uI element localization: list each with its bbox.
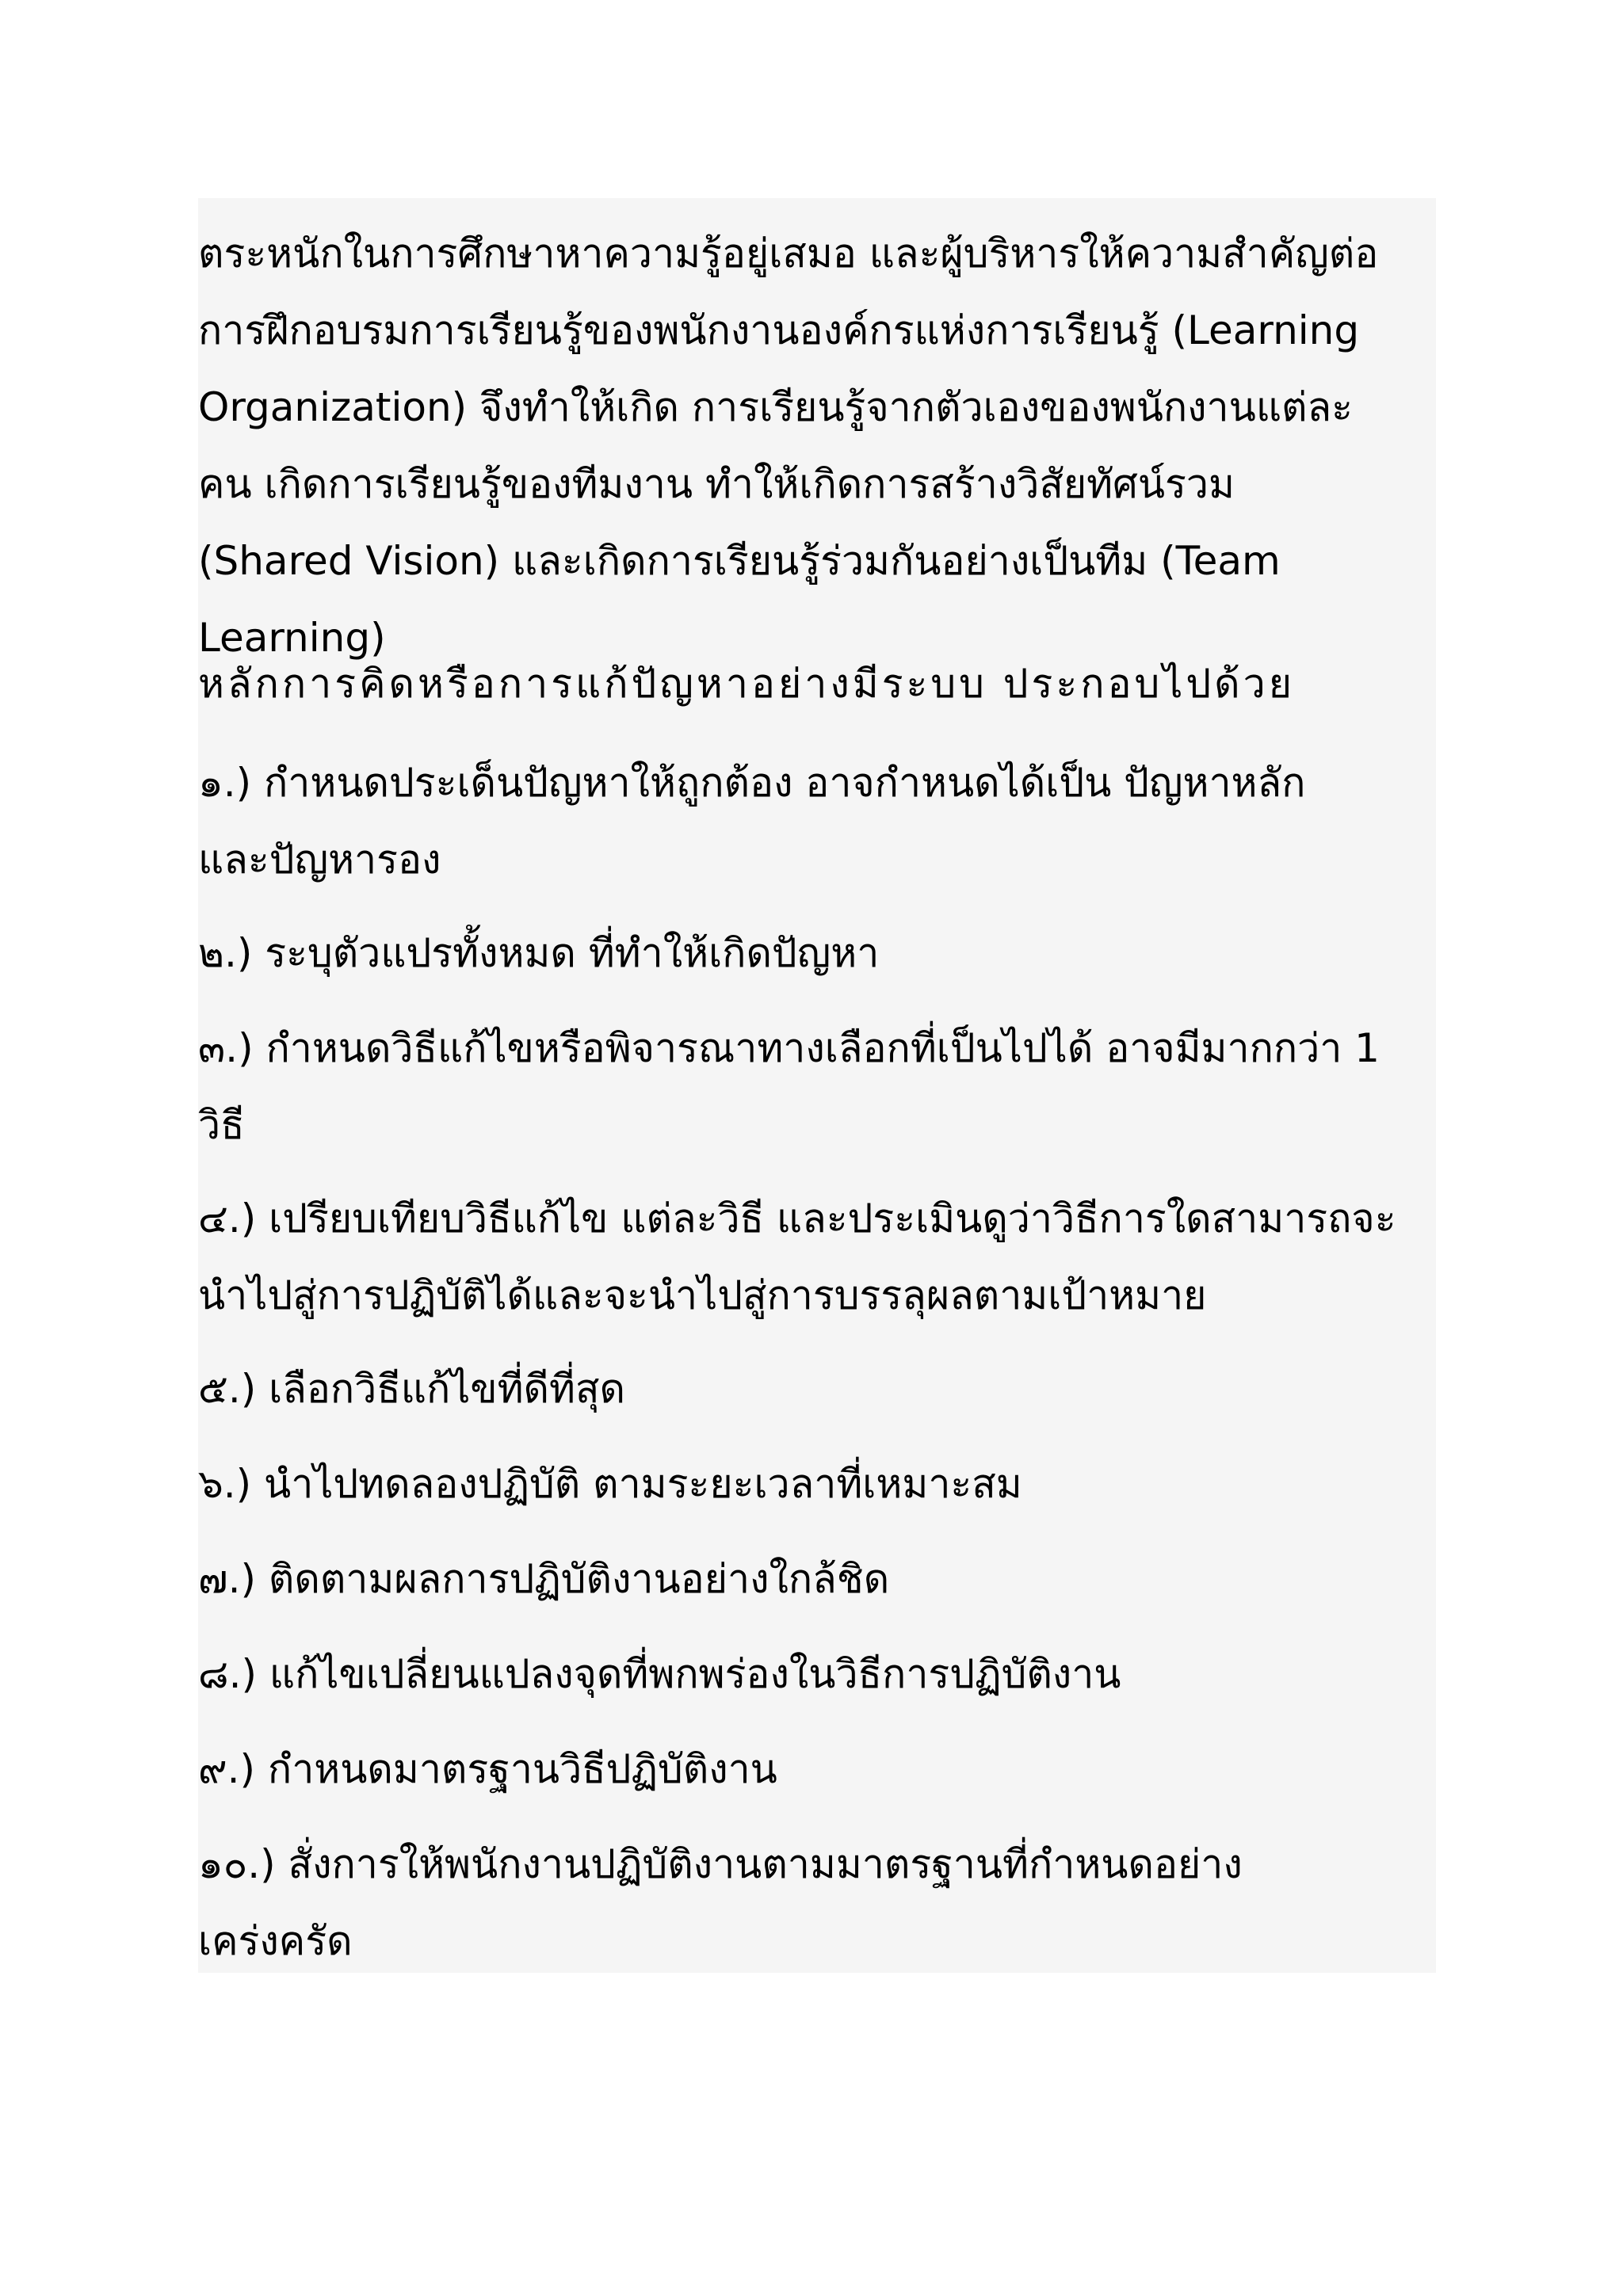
list-item-line: เคร่งครัด xyxy=(198,1918,353,1964)
section-heading: หลักการคิดหรือการแก้ปัญหาอย่างมีระบบ ประกอบไปด้วย xyxy=(198,661,1295,707)
list-item-line: ๗.) ติดตามผลการปฏิบัติงานอย่างใกล้ชิด xyxy=(198,1556,890,1602)
intro-line: (Shared Vision) และเกิดการเรียนรู้ร่วมกันอย่างเป็นทีม (Team xyxy=(198,538,1281,584)
list-item-line: ๒.) ระบุตัวแปรทั้งหมด ที่ทำให้เกิดปัญหา xyxy=(198,930,880,976)
list-item-6 xyxy=(198,1446,1436,1523)
list-item-8 xyxy=(198,1636,1436,1713)
document-content xyxy=(198,198,1436,1973)
intro-line: Learning) xyxy=(198,615,386,661)
intro-paragraph xyxy=(198,215,1436,677)
list-item-9 xyxy=(198,1731,1436,1808)
list-item-line: ๑.) กำหนดประเด็นปัญหาให้ถูกต้อง อาจกำหนดได้เป็น ปัญหาหลัก xyxy=(198,760,1306,806)
list-item-1 xyxy=(198,745,1436,898)
list-item-line: วิธี xyxy=(198,1102,245,1148)
list-item-line: และปัญหารอง xyxy=(198,837,441,883)
intro-line: Organization) จึงทำให้เกิด การเรียนรู้จากตัวเองของพนักงานแต่ละ xyxy=(198,384,1354,430)
list-item-5 xyxy=(198,1351,1436,1428)
list-item-line: ๑๐.) สั่งการให้พนักงานปฏิบัติงานตามมาตรฐานที่กำหนดอย่าง xyxy=(198,1841,1243,1887)
list-item-4 xyxy=(198,1180,1436,1334)
list-item-line: ๙.) กำหนดมาตรฐานวิธีปฏิบัติงาน xyxy=(198,1746,777,1792)
intro-line: คน เกิดการเรียนรู้ของทีมงาน ทำให้เกิดการสร้างวิสัยทัศน์รวม xyxy=(198,461,1235,507)
list-item-line: ๘.) แก้ไขเปลี่ยนแปลงจุดที่พกพร่องในวิธีการปฏิบัติงาน xyxy=(198,1651,1121,1697)
list-item-line: ๓.) กำหนดวิธีแก้ไขหรือพิจารณาทางเลือกที่เป็นไปได้ อาจมีมากกว่า 1 xyxy=(198,1025,1380,1071)
intro-line: ตระหนักในการศึกษาหาความรู้อยู่เสมอ และผู้บริหารให้ความสำคัญต่อ xyxy=(198,231,1379,277)
list-item-3 xyxy=(198,1010,1436,1164)
list-item-line: นำไปสู่การปฏิบัติได้และจะนำไปสู่การบรรลุผลตามเป้าหมาย xyxy=(198,1272,1207,1318)
list-item-line: ๖.) นำไปทดลองปฏิบัติ ตามระยะเวลาที่เหมาะสม xyxy=(198,1461,1022,1507)
list-item-line: ๔.) เปรียบเทียบวิธีแก้ไข แต่ละวิธี และประเมินดูว่าวิธีการใดสามารถจะ xyxy=(198,1196,1396,1241)
intro-line: การฝึกอบรมการเรียนรู้ของพนักงานองค์กรแห่งการเรียนรู้ (Learning xyxy=(198,307,1360,353)
list-item-2 xyxy=(198,915,1436,992)
list-item-line: ๕.) เลือกวิธีแก้ไขที่ดีที่สุด xyxy=(198,1366,625,1412)
list-item-7 xyxy=(198,1541,1436,1618)
list-item-10 xyxy=(198,1826,1436,1980)
